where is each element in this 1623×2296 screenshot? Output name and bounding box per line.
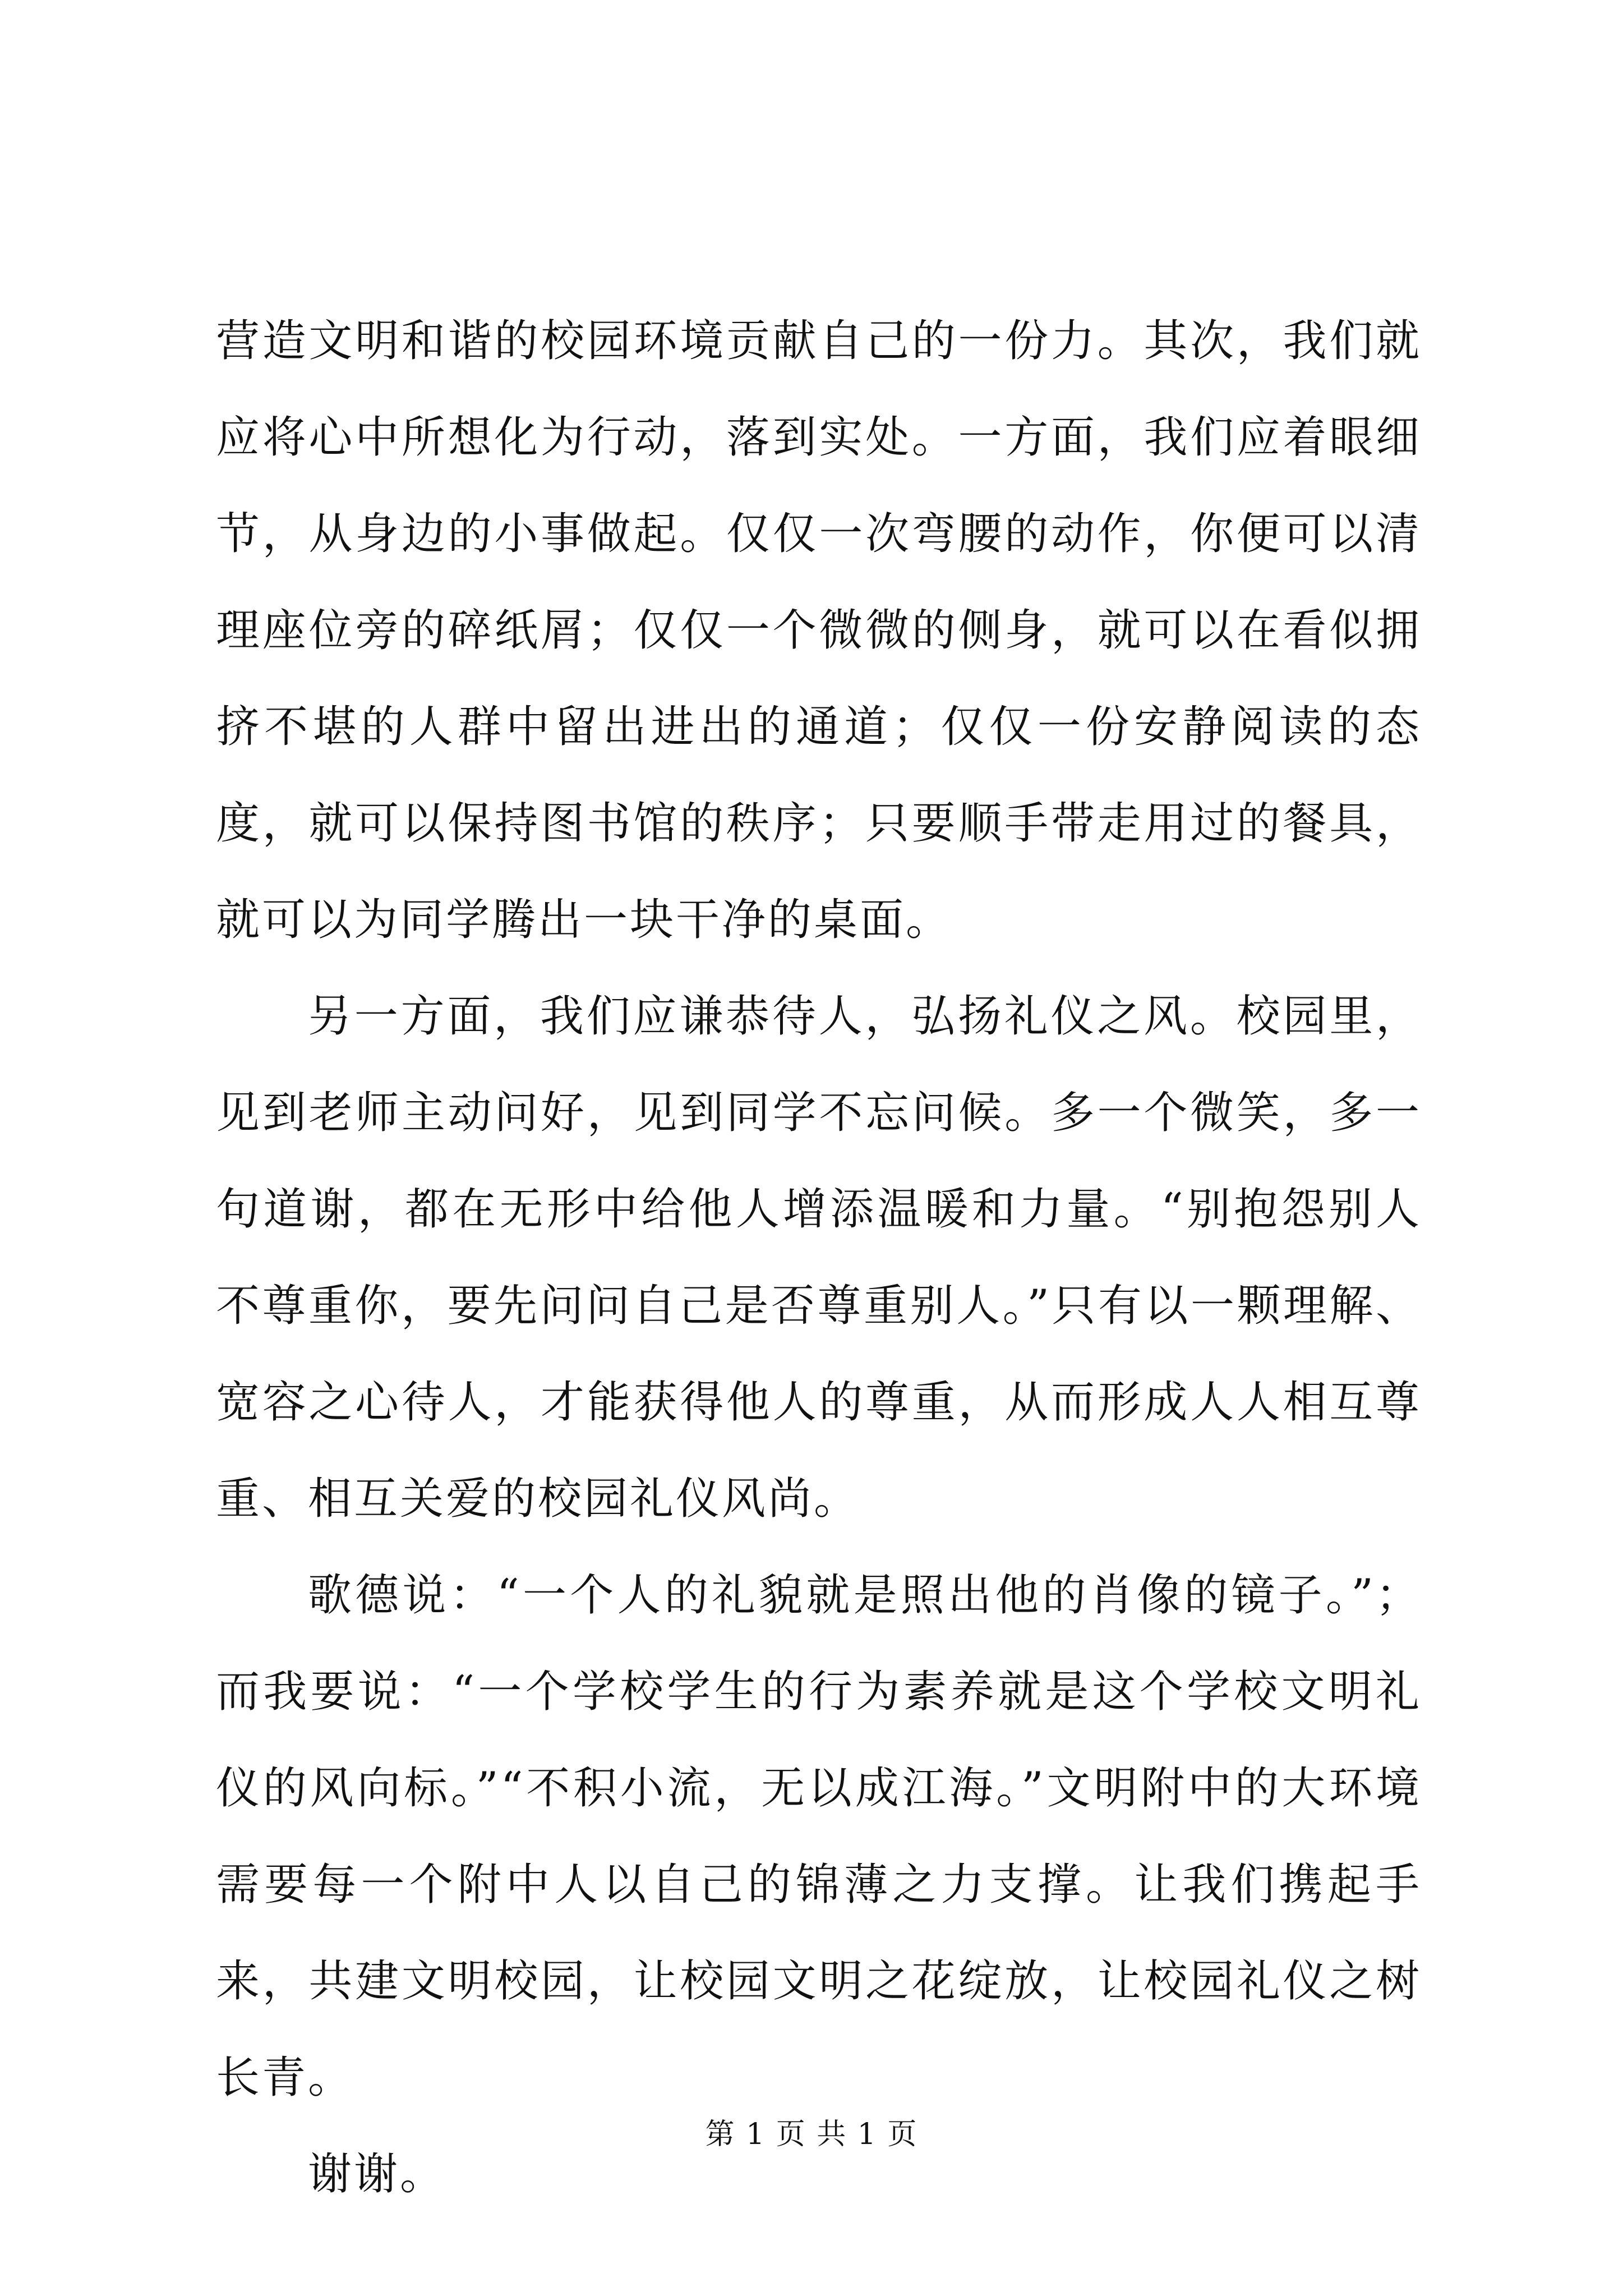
paragraph-goethe-quote: 歌德说：“一个人的礼貌就是照出他的肖像的镜子。”；而我要说：“一个学校学生的行为素养就是这个学校文明礼仪的风向标。”“不积小流，无以成江海。”文明附中的大环境需要每一个附中人以自己的锦薄之力支撑。让我们携起手来，共建文明校园，让校园文明之花绽放，让校园礼仪之树长青。 [216,1570,1422,2103]
page-number-footer: 第 1 页 共 1 页 [705,2118,918,2151]
paragraph-courtesy: 另一方面，我们应谦恭待人，弘扬礼仪之风。校园里，见到老师主动问好，见到同学不忘问候。多一个微笑，多一句道谢，都在无形中给他人增添温暖和力量。“别抱怨别人不尊重你，要先问问自己是否尊重别人。”只有以一颗理解、宽容之心待人，才能获得他人的尊重，从而形成人人相互尊重、相互关爱的校园礼仪风尚。 [216,991,1422,1524]
document-body [216,293,1422,2223]
paragraph-continuation: 营造文明和谐的校园环境贡献自己的一份力。其次，我们就应将心中所想化为行动，落到实处。一方面，我们应着眼细节，从身边的小事做起。仅仅一次弯腰的动作，你便可以清理座位旁的碎纸屑；仅仅一个微微的侧身，就可以在看似拥挤不堪的人群中留出进出的通道；仅仅一份安静阅读的态度，就可以保持图书馆的秩序；只要顺手带走用过的餐具，就可以为同学腾出一块干净的桌面。 [216,316,1422,945]
paragraph-thanks: 谢谢。 [308,2149,446,2200]
